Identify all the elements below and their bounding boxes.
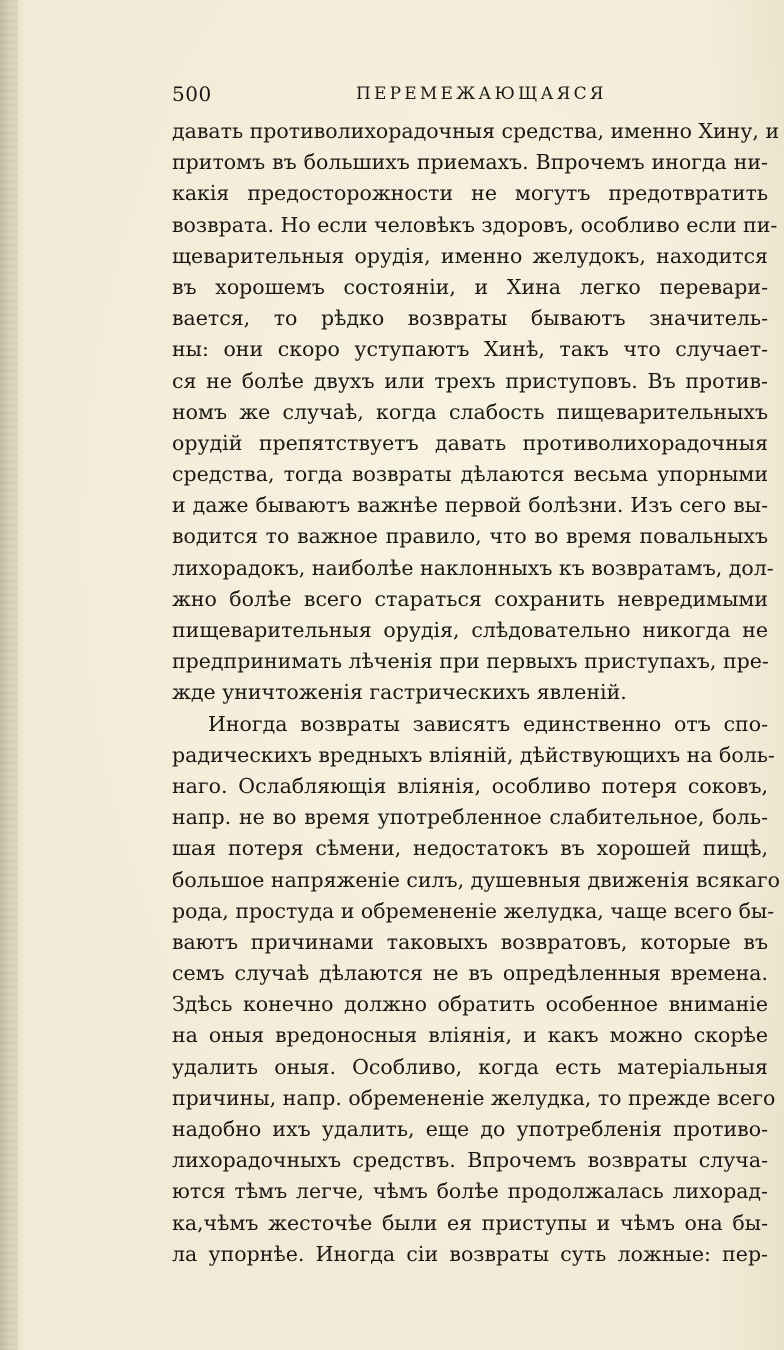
- text-line: притомъ въ большихъ приемахъ. Впрочемъ иногда ни-: [172, 150, 768, 175]
- text-line: ны: они скоро уступаютъ Хинѣ, такъ что случает-: [172, 337, 768, 362]
- page-header: [172, 82, 768, 110]
- text-line: ваютъ причинами таковыхъ возвратовъ, которые въ: [172, 929, 768, 954]
- text-line: лихорадочныхъ средствъ. Впрочемъ возвраты случа-: [172, 1148, 768, 1173]
- text-line: Здѣсь конечно должно обратить особенное вниманіе: [172, 992, 768, 1017]
- page-number: 500: [172, 82, 212, 106]
- text-line: лихорадокъ, наиболѣе наклонныхъ къ возвратамъ, дол-: [172, 555, 774, 580]
- text-line: на оныя вредоносныя вліянія, и какъ можно скорѣе: [172, 1023, 768, 1048]
- text-line: орудій препятствуетъ давать противолихорадочныя: [172, 430, 768, 455]
- text-line: давать противолихорадочныя средства, именно Хину, и: [172, 119, 780, 143]
- text-line: ла упорнѣе. Иногда сіи возвраты суть ложные: пер-: [172, 1241, 768, 1266]
- text-line: вается, то рѣдко возвраты бываютъ значитель-: [172, 306, 768, 331]
- text-line: ся не болѣе двухъ или трехъ приступовъ. Въ против-: [172, 368, 768, 393]
- text-line: пищеварительныя орудія, слѣдовательно никогда не: [172, 618, 768, 642]
- body-text: [172, 116, 781, 1270]
- text-line: удалить оныя. Особливо, когда есть матеріальныя: [172, 1054, 768, 1079]
- text-line: возврата. Но если человѣкъ здоровъ, особливо если пи-: [172, 212, 778, 237]
- text-line: рода, простуда и обремененіе желудка, чаще всего бы-: [172, 898, 775, 923]
- text-line: ка,чѣмъ жесточѣе были ея приступы и чѣмъ она бы-: [172, 1210, 768, 1235]
- text-line: средства, тогда возвраты дѣлаются весьма упорными: [172, 462, 768, 487]
- running-head: ПЕРЕМЕЖАЮЩАЯСЯ: [356, 84, 607, 104]
- text-line: напр. не во время употребленное слабительное, боль-: [172, 805, 768, 830]
- paragraph: [172, 709, 781, 1270]
- text-line: радическихъ вредныхъ вліяній, дѣйствующихъ на боль-: [172, 742, 775, 767]
- text-line: причины, напр. обремененіе желудка, то прежде всего: [172, 1085, 776, 1110]
- text-line: шая потеря сѣмени, недостатокъ въ хорошей пищѣ,: [172, 836, 768, 861]
- text-line: и даже бываютъ важнѣе первой болѣзни. Изъ сего вы-: [172, 493, 768, 518]
- text-line: жно болѣе всего стараться сохранить невредимыми: [172, 586, 768, 611]
- binding-edge: [0, 0, 18, 1350]
- text-line: въ хорошемъ состояніи, и Хина легко перевари-: [172, 274, 768, 299]
- text-line: семъ случаѣ дѣлаются не въ опредѣленныя времена.: [172, 961, 768, 986]
- text-line: предпринимать лѣченія при первыхъ приступахъ, пре-: [172, 649, 769, 674]
- text-line: щеварительныя орудія, именно желудокъ, находится: [172, 243, 768, 268]
- text-line: ются тѣмъ легче, чѣмъ болѣе продолжалась лихорад-: [172, 1179, 768, 1204]
- text-line: большое напряженіе силъ, душевныя движенія всякаго: [172, 867, 781, 892]
- paragraph: [172, 116, 780, 709]
- text-line: Иногда возвраты зависятъ единственно отъ спо-: [208, 711, 768, 736]
- text-line: водится то важное правило, что во время повальныхъ: [172, 524, 768, 549]
- text-line: какія предосторожности не могутъ предотвратить: [172, 181, 768, 206]
- text-line: надобно ихъ удалить, еще до употребленія противо-: [172, 1117, 768, 1141]
- text-line: наго. Ослабляющія вліянія, особливо потеря соковъ,: [172, 773, 768, 798]
- text-line: жде уничтоженія гастрическихъ явленій.: [172, 680, 627, 705]
- text-line: номъ же случаѣ, когда слабость пищеварительныхъ: [172, 399, 768, 424]
